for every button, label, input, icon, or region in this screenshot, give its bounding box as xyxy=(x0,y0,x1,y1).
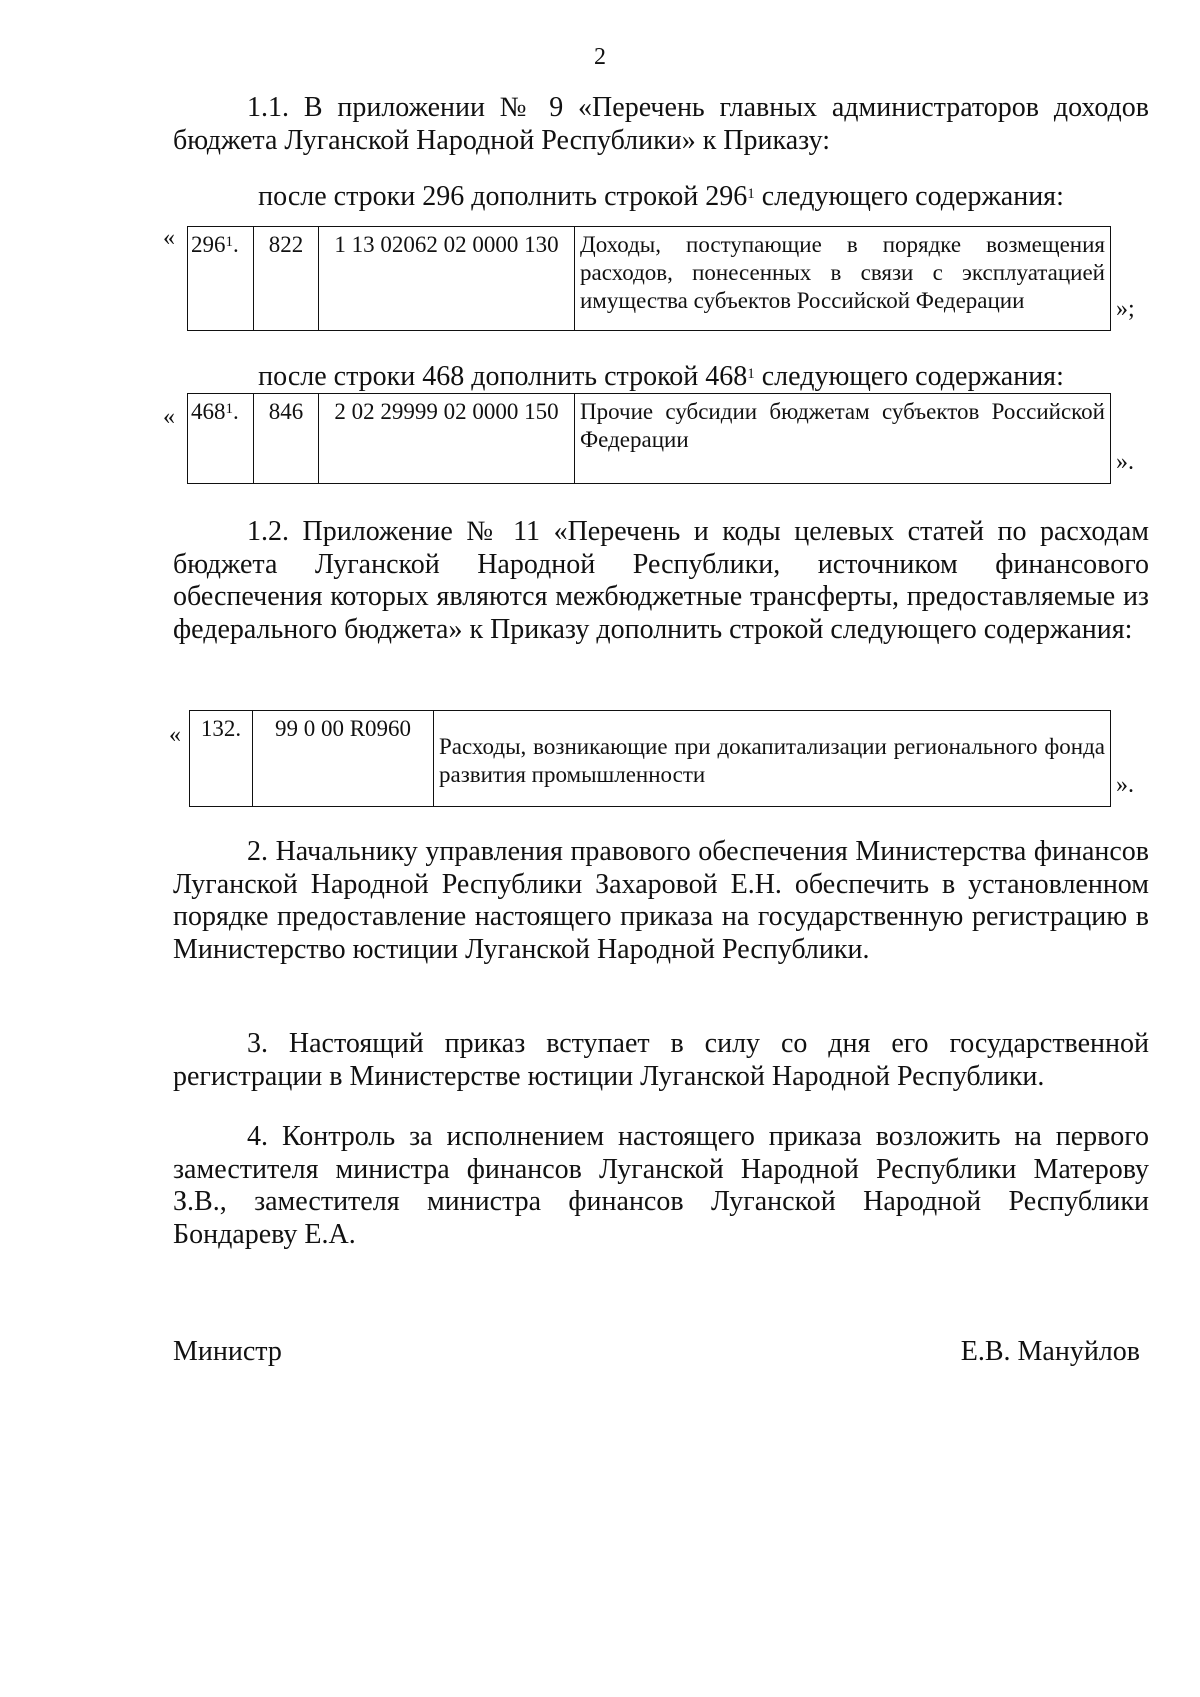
section-1-2-quote-open: « xyxy=(169,722,181,748)
table-row xyxy=(190,711,1111,807)
table-row xyxy=(188,227,1111,331)
signature-position: Министр xyxy=(173,1336,282,1367)
kbk-cell: 1 13 02062 02 0000 130 xyxy=(319,227,575,331)
insert-1-heading-before: после строки 296 дополнить строкой 296 xyxy=(258,181,748,212)
row-number-cell: $468^1$. xyxy=(188,394,254,484)
section-4: 4. Контроль за исполнением настоящего приказа возложить на первого заместителя министра финансов Луганской Народной Республики Матерову З.В., заместителя министра финансов Луганской Народной Республики Бондареву Е.А. xyxy=(173,1121,1149,1250)
insert-1-heading xyxy=(173,181,1149,213)
table-row xyxy=(188,394,1111,484)
kbk-cell: 2 02 29999 02 0000 150 xyxy=(319,394,575,484)
page-number: 2 xyxy=(594,44,606,70)
description-cell: Расходы, возникающие при докапитализации регионального фонда развития промышленности xyxy=(434,711,1111,807)
section-1-2-table xyxy=(189,710,1111,807)
insert-1-heading-after: следующего содержания: xyxy=(754,181,1064,212)
insert-2-table xyxy=(187,393,1111,484)
insert-2-heading-after: следующего содержания: xyxy=(754,361,1064,392)
target-code-cell: 99 0 00 R0960 xyxy=(253,711,434,807)
insert-2-heading-sup: 1 xyxy=(747,366,755,382)
row-number-cell: $296^1$. xyxy=(188,227,254,331)
row-number-cell: 132. xyxy=(190,711,253,807)
insert-1-quote-open: « xyxy=(163,225,175,251)
section-3: 3. Настоящий приказ вступает в силу со дня его государственной регистрации в Министерстве юстиции Луганской Народной Республики. xyxy=(173,1028,1149,1092)
section-2: 2. Начальнику управления правового обеспечения Министерства финансов Луганской Народной Республики Захаровой Е.Н. обеспечить в установленном порядке предоставление настоящего приказа на государственную регистрацию в Министерство юстиции Луганской Народной Республики. xyxy=(173,836,1149,965)
description-cell: Прочие субсидии бюджетам субъектов Российской Федерации xyxy=(575,394,1111,484)
insert-1-table xyxy=(187,226,1111,331)
insert-2-quote-open: « xyxy=(163,404,175,430)
description-cell: Доходы, поступающие в порядке возмещения расходов, понесенных в связи с эксплуатацией имущества субъектов Российской Федерации xyxy=(575,227,1111,331)
insert-2-quote-close: ». xyxy=(1116,449,1134,475)
admin-code-cell: 822 xyxy=(254,227,319,331)
insert-1-quote-close: »; xyxy=(1116,296,1135,322)
insert-2-heading xyxy=(173,361,1149,393)
insert-1-heading-sup: 1 xyxy=(747,186,755,202)
section-1-1-intro: 1.1. В приложении № 9 «Перечень главных администраторов доходов бюджета Луганской Народной Республики» к Приказу: xyxy=(173,92,1149,156)
section-1-2-intro: 1.2. Приложение № 11 «Перечень и коды целевых статей по расходам бюджета Луганской Народной Республики, источником финансового обеспечения которых являются межбюджетные трансферты, предоставляемые из федерального бюджета» к Приказу дополнить строкой следующего содержания: xyxy=(173,516,1149,645)
insert-2-heading-before: после строки 468 дополнить строкой 468 xyxy=(258,361,748,392)
admin-code-cell: 846 xyxy=(254,394,319,484)
section-1-2-quote-close: ». xyxy=(1116,772,1134,798)
signature-name: Е.В. Мануйлов xyxy=(960,1336,1140,1367)
